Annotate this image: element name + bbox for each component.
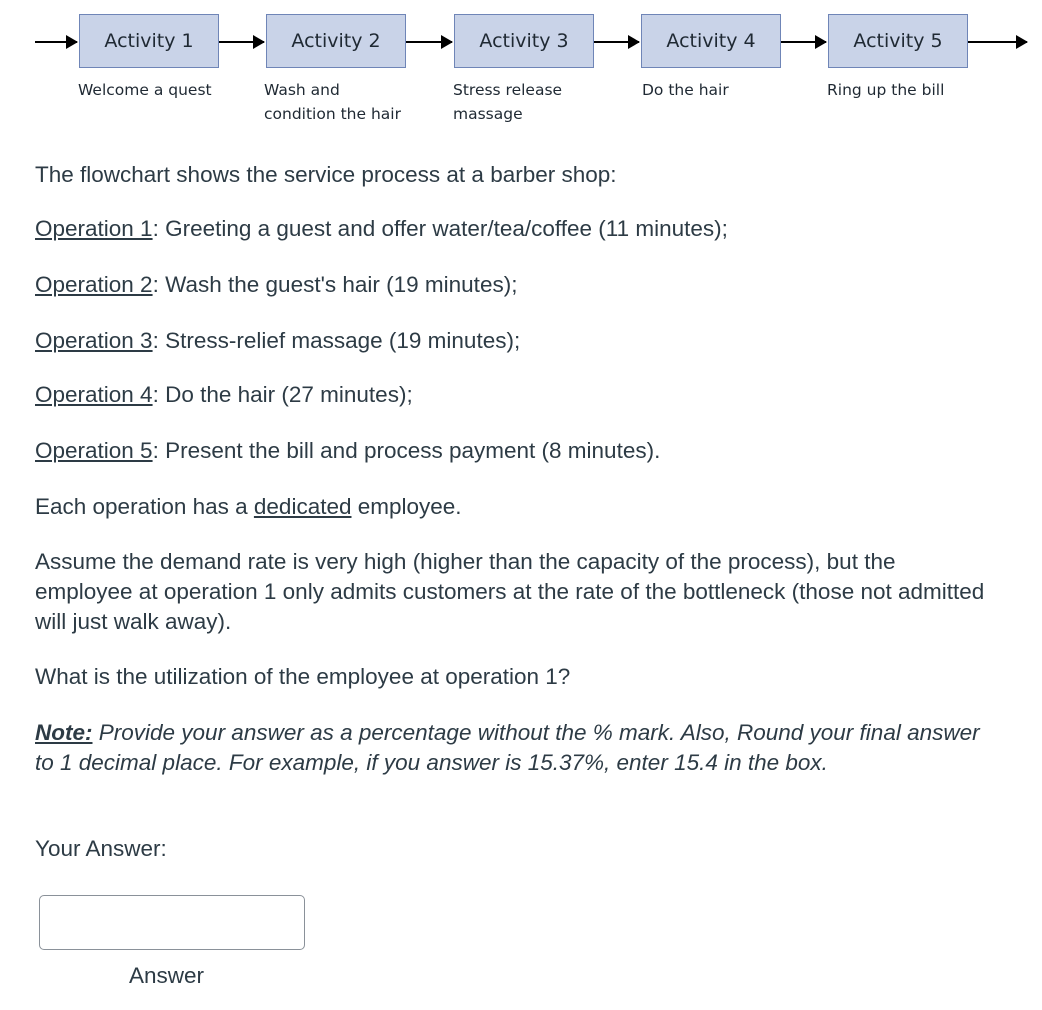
flow-arrow-in — [35, 41, 77, 43]
flow-arrow-out — [968, 41, 1027, 43]
operation-5-text: : Present the bill and process payment (8 minutes). — [152, 438, 661, 463]
dedicated-pre: Each operation has a — [35, 494, 254, 519]
activity-2-label: Activity 2 — [291, 30, 381, 52]
activity-5-box — [828, 14, 968, 68]
flow-arrow-4-5 — [781, 41, 826, 43]
operation-3-line — [35, 328, 520, 354]
assumption-paragraph: Assume the demand rate is very high (higher than the capacity of the process), but the employee at operation 1 only admits customers at the rate of the bottleneck (those not admitted will just walk away). — [35, 549, 985, 634]
activity-4-description — [642, 78, 729, 102]
question-prompt: What is the utilization of the employee at operation 1? — [35, 664, 571, 689]
operation-2-line — [35, 272, 517, 298]
activity-4-label: Activity 4 — [666, 30, 756, 52]
answer-input[interactable] — [39, 895, 305, 950]
flow-arrow-1-2 — [219, 41, 264, 43]
activity-1-description — [78, 78, 212, 102]
note-text: Provide your answer as a percentage without the % mark. Also, Round your final answer to 1 decimal place. For example, if you answer is 15.37%, enter 15.4 in the box. — [35, 720, 980, 775]
activity-5-description — [827, 78, 944, 102]
activity-3-box — [454, 14, 594, 68]
activity-5-label: Activity 5 — [853, 30, 943, 52]
operation-1-line — [35, 216, 728, 242]
activity-3-label: Activity 3 — [479, 30, 569, 52]
activity-1-label: Activity 1 — [104, 30, 194, 52]
flowchart — [0, 0, 1042, 140]
note-label: Note: — [35, 720, 93, 745]
operation-4-text: : Do the hair (27 minutes); — [152, 382, 413, 407]
dedicated-word: dedicated — [253, 494, 352, 519]
activity-3-desc-line: massage — [453, 105, 523, 123]
activity-1-box — [79, 14, 219, 68]
flow-arrow-2-3 — [406, 41, 452, 43]
activity-4-box — [641, 14, 781, 68]
operation-5-label: Operation 5 — [35, 438, 153, 463]
operation-4-line — [35, 382, 413, 408]
dedicated-employee-line — [35, 494, 462, 520]
operation-2-label: Operation 2 — [35, 272, 153, 297]
dedicated-post: employee. — [351, 494, 462, 519]
operation-1-text: : Greeting a guest and offer water/tea/coffee (11 minutes); — [152, 216, 728, 241]
your-answer-label: Your Answer: — [35, 836, 167, 861]
operation-2-text: : Wash the guest's hair (19 minutes); — [152, 272, 518, 297]
operation-3-label: Operation 3 — [35, 328, 153, 353]
answer-input-label: Answer — [129, 963, 205, 988]
activity-2-description — [264, 78, 401, 126]
activity-4-desc-line: Do the hair — [642, 81, 729, 99]
activity-3-desc-line: Stress release — [453, 81, 563, 99]
activity-1-desc-line: Welcome a quest — [78, 81, 212, 99]
activity-2-desc-line: condition the hair — [264, 105, 401, 123]
activity-2-desc-line: Wash and — [264, 81, 340, 99]
operation-1-label: Operation 1 — [35, 216, 153, 241]
operation-5-line — [35, 438, 660, 464]
note-paragraph — [35, 718, 995, 778]
operation-3-text: : Stress-relief massage (19 minutes); — [152, 328, 521, 353]
activity-5-desc-line: Ring up the bill — [827, 81, 945, 99]
activity-3-description — [453, 78, 562, 126]
operation-4-label: Operation 4 — [35, 382, 153, 407]
activity-2-box — [266, 14, 406, 68]
flow-arrow-3-4 — [594, 41, 639, 43]
question-intro: The flowchart shows the service process at a barber shop: — [35, 162, 617, 187]
